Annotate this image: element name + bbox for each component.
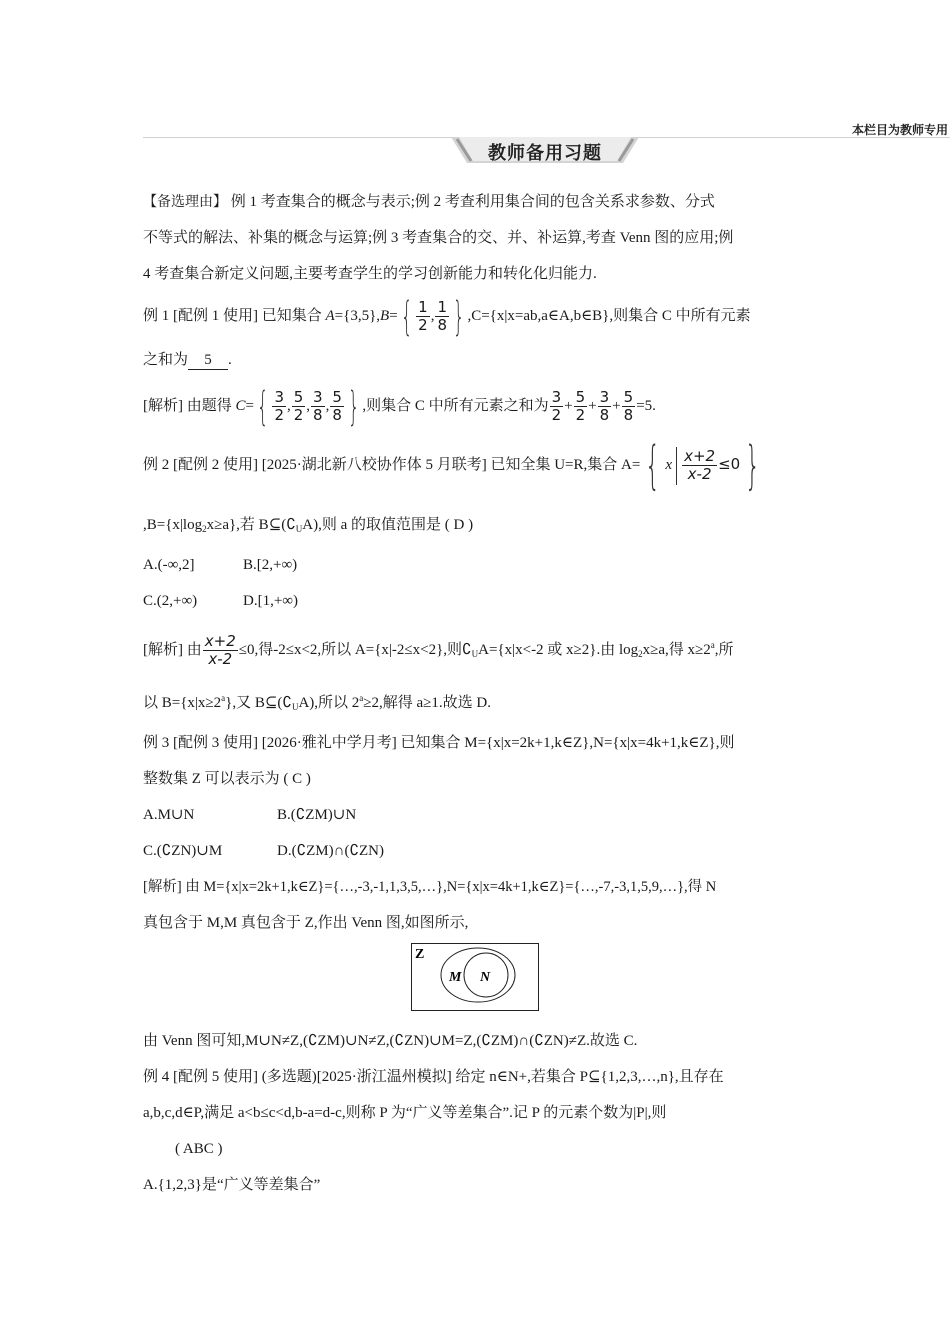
reason-line-2: 不等式的解法、补集的概念与运算;例 3 考查集合的交、并、补运算,考查 Venn 图的应用;例 bbox=[143, 230, 734, 246]
ex4-question: 例 4 [配例 5 使用] (多选题)[2025·浙江温州模拟] 给定 n∈N+,若集合 P⊆{1,2,3,…,n},且存在 bbox=[143, 1069, 724, 1085]
ex1-question-line-2: 之和为 5 . bbox=[143, 352, 232, 368]
ex1-solution: [解析] 由题得 C={ $\frac{3}{2}$ , $\frac{5}{2}$ , $\frac{3}{8}$ , $\frac{5}{8}$ } ,则集合 C 中所有元素之和为 $\frac{3}{2}$ + $\frac{5}{2}$ + $\frac{3}{8}$ + $\frac{5}{8}$ =5. bbox=[143, 383, 656, 430]
ex1-question: 例 1 [配例 1 使用] 已知集合 A={3,5},B={ $\frac{1}{2}$ , $\frac{1}{8}$ } ,C={x|x=ab,a∈A,b∈B},则集合 C 中所有元素 bbox=[143, 293, 751, 340]
ex3-option-c[interactable]: C.(∁ZN)∪M bbox=[143, 843, 223, 859]
ex2-solution-line-2: 以 $B=\{x|x\ge 2^a\}$,又 $B⊆(∁_UA)$,所以 $2^a\ge 2$,解得 a≥1.故选 D. bbox=[143, 693, 492, 712]
ex3-option-a[interactable]: A.M∪N bbox=[143, 807, 195, 823]
ex3-options-row-2 bbox=[143, 833, 808, 869]
venn-label-m: M bbox=[449, 970, 462, 985]
ex3-question: 例 3 [配例 3 使用] [2026·雅礼中学月考] 已知集合 M={x|x=2k+1,k∈Z},N={x|x=4k+1,k∈Z},则 bbox=[143, 735, 735, 751]
venn-label-n: N bbox=[480, 970, 491, 985]
ex1-b-frac-2: $\frac{1}{8}$ bbox=[437, 298, 447, 335]
ex2-option-b[interactable]: B.[2,+∞) bbox=[243, 557, 298, 573]
ex2-a-frac: $\frac{x+2}{x-2}$ bbox=[684, 447, 716, 484]
ex2-options-row-1 bbox=[143, 547, 808, 583]
ex1-b-frac-1: $\frac{1}{2}$ bbox=[418, 298, 428, 335]
document-body bbox=[143, 184, 808, 1203]
venn-label-z: Z bbox=[415, 947, 425, 962]
banner-title: 教师备用习题 bbox=[488, 143, 602, 164]
ex1-c-frac-3: $\frac{3}{8}$ bbox=[313, 388, 323, 425]
ex3-option-b[interactable]: B.(∁ZM)∪N bbox=[277, 807, 357, 823]
section-banner bbox=[451, 137, 639, 163]
ex3-solution-line-2: 真包含于 M,M 真包含于 Z,作出 Venn 图,如图所示, bbox=[143, 915, 469, 931]
reason-line-1: 【备选理由】 例 1 考查集合的概念与表示;例 2 考查利用集合间的包含关系求参数、分式 bbox=[143, 194, 715, 210]
ex2-question-line-2: $,B=\{x|\log_2x\ge a\}$,若 $B⊆(∁_UA)$,则 a 的取值范围是 ( D ) bbox=[143, 517, 474, 534]
teacher-only-note: 本栏目为教师专用 bbox=[851, 123, 948, 137]
venn-diagram bbox=[143, 943, 808, 1019]
ex2-option-c[interactable]: C.(2,+∞) bbox=[143, 593, 198, 609]
ex1-answer: 5 bbox=[188, 351, 228, 370]
ex4-question-line-2: a,b,c,d∈P,满足 a<b≤c<d,b-a=d-c,则称 P 为“广义等差集合”.记 P 的元素个数为|P|,则 bbox=[143, 1105, 667, 1121]
ex3-question-line-2: 整数集 Z 可以表示为 ( C ) bbox=[143, 771, 311, 787]
ex3-conclusion: 由 Venn 图可知,M∪N≠Z,(∁ZM)∪N≠Z,(∁ZN)∪M=Z,(∁ZM)∩(∁ZN)≠Z.故选 C. bbox=[143, 1033, 638, 1049]
ex2-options-row-2 bbox=[143, 583, 808, 619]
ex2-solution: [解析] 由 $\frac{x+2}{x-2}$ ≤0,得-2≤x<2,所以 A={x|-2≤x<2},则$∁_UA=\{x|x<-2$ 或 x≥2}.由 $\log_2x\ge a$,得 $x\ge 2^a$,所 bbox=[143, 632, 734, 669]
ex2-option-a[interactable]: A.(-∞,2] bbox=[143, 557, 195, 573]
ex1-c-frac-2: $\frac{5}{2}$ bbox=[293, 388, 304, 425]
ex4-answer: ( ABC ) bbox=[175, 1141, 223, 1157]
ex3-option-d[interactable]: D.(∁ZM)∩(∁ZN) bbox=[277, 843, 384, 859]
ex2-question: 例 2 [配例 2 使用] [2025·湖北新八校协作体 5 月联考] 已知全集 U=R,集合 A={ x $\frac{x+2}{x-2}$ ≤0} bbox=[143, 435, 761, 496]
ex1-c-frac-4: $\frac{5}{8}$ bbox=[332, 388, 342, 425]
reason-label: 【备选理由】 bbox=[143, 194, 227, 210]
venn-figure bbox=[411, 943, 539, 1011]
ex3-solution: [解析] 由 M={x|x=2k+1,k∈Z}={…,-3,-1,1,3,5,…},N={x|x=4k+1,k∈Z}={…,-7,-3,1,5,9,…},得 N bbox=[143, 879, 717, 895]
ex2-option-d[interactable]: D.[1,+∞) bbox=[243, 593, 298, 609]
ex1-c-frac-1: $\frac{3}{2}$ bbox=[274, 388, 284, 425]
ex3-options-row-1 bbox=[143, 797, 808, 833]
ex4-option-a[interactable]: A.{1,2,3}是“广义等差集合” bbox=[143, 1177, 321, 1193]
reason-line-3: 4 考查集合新定义问题,主要考查学生的学习创新能力和转化化归能力. bbox=[143, 266, 597, 282]
